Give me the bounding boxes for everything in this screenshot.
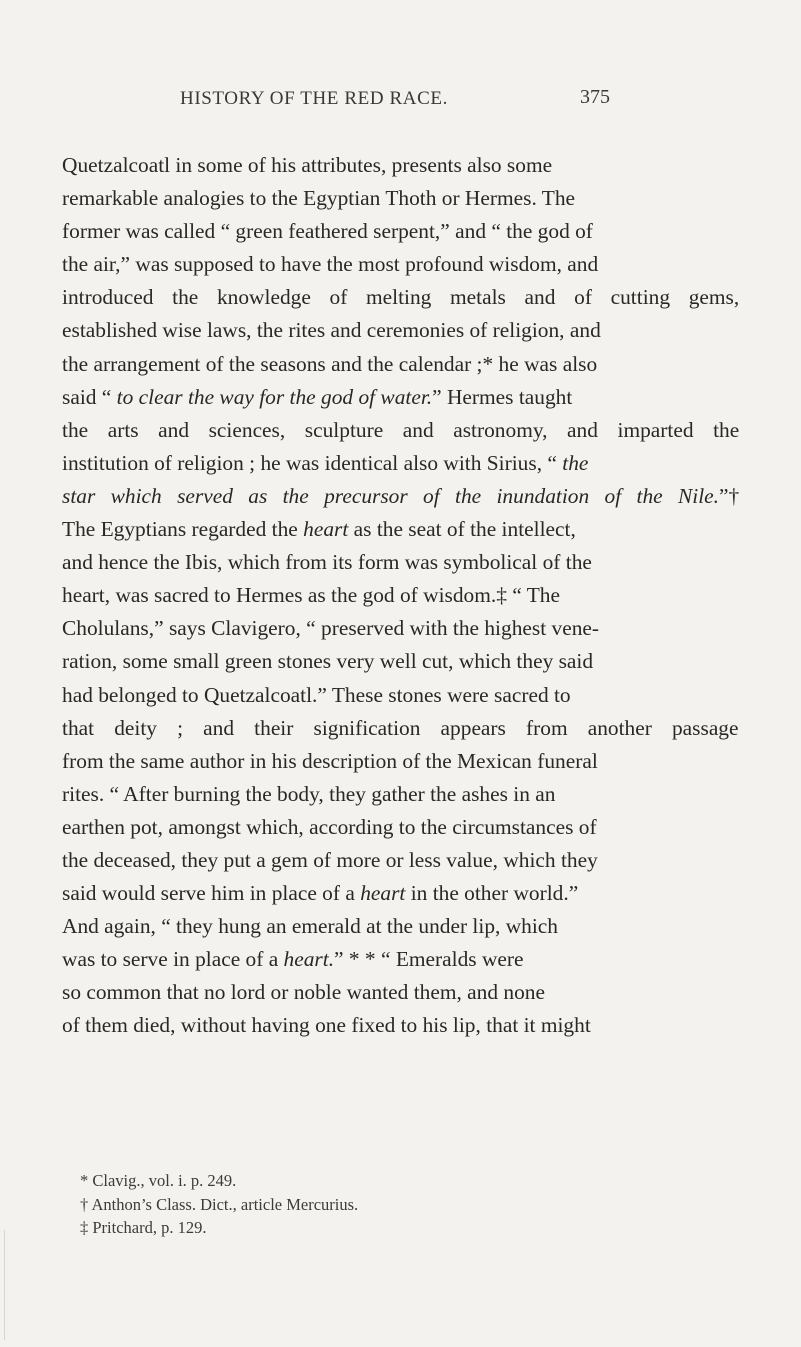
text-run: the arts and sciences, sculpture and astronomy, and imparted the xyxy=(62,417,740,442)
page-number: 375 xyxy=(580,86,610,108)
text-run: The Egyptians regarded the xyxy=(62,517,304,542)
footnote: † Anthon’s Class. Dict., article Mercurius. xyxy=(80,1194,359,1214)
italic-text: heart xyxy=(303,517,349,542)
footnotes xyxy=(80,1169,358,1240)
text-run: and hence the Ibis, which from its form was symbolical of the xyxy=(62,550,592,575)
text-run: that deity ; and their signification appears from another passage xyxy=(62,715,739,740)
text-run: remarkable analogies to the Egyptian Thoth or Hermes. The xyxy=(62,186,576,211)
footnote: * Clavig., vol. i. p. 249. xyxy=(80,1171,237,1190)
text-run: institution of religion ; he was identical also with Sirius, “ xyxy=(62,450,563,475)
text-run: introduced the knowledge of melting metals and of cutting gems, xyxy=(62,285,740,310)
text-run: of them died, without having one fixed to his lip, that it might xyxy=(62,1013,591,1038)
italic-text: the xyxy=(562,450,589,475)
text-run: so common that no lord or noble wanted them, and none xyxy=(62,980,545,1005)
text-run: heart, was sacred to Hermes as the god of wisdom.‡ “ The xyxy=(62,583,560,608)
italic-text: heart. xyxy=(283,947,335,972)
italic-text: star which served as the precursor of the inundation of the Nile. xyxy=(62,483,719,508)
text-run: ration, some small green stones very well cut, which they said xyxy=(62,649,594,674)
text-run: said “ xyxy=(62,384,117,409)
text-run: rites. “ After burning the body, they gather the ashes in an xyxy=(62,781,556,806)
text-run: the air,” was supposed to have the most profound wisdom, and xyxy=(62,252,599,277)
italic-text: to clear the way for the god of water. xyxy=(116,384,433,409)
text-run: the arrangement of the seasons and the calendar ;* he was also xyxy=(62,351,598,376)
text-run: had belonged to Quetzalcoatl.” These stones were sacred to xyxy=(62,682,571,707)
text-run: was to serve in place of a xyxy=(62,947,284,972)
text-run: ”† xyxy=(719,483,740,508)
text-run: Quetzalcoatl in some of his attributes, presents also some xyxy=(62,153,553,177)
text-run: ” * * “ Emeralds were xyxy=(334,947,524,972)
text-run: Cholulans,” says Clavigero, “ preserved with the highest vene- xyxy=(62,616,600,641)
text-run: in the other world.” xyxy=(405,881,579,906)
text-run: said would serve him in place of a xyxy=(62,881,361,906)
text-run: And again, “ they hung an emerald at the under lip, which xyxy=(62,914,558,939)
page-edge-shadow xyxy=(4,1230,5,1340)
text-run: earthen pot, amongst which, according to the circumstances of xyxy=(62,814,597,839)
text-run: from the same author in his description of the Mexican funeral xyxy=(62,748,598,773)
text-run: as the seat of the intellect, xyxy=(348,517,576,542)
text-run: ” Hermes taught xyxy=(432,384,573,409)
italic-text: heart xyxy=(360,881,406,906)
footnote: ‡ Pritchard, p. 129. xyxy=(80,1218,207,1237)
text-run: former was called “ green feathered serpent,” and “ the god of xyxy=(62,219,593,244)
running-title: HISTORY OF THE RED RACE. xyxy=(180,88,448,109)
text-run: established wise laws, the rites and ceremonies of religion, and xyxy=(62,318,601,343)
text-run: the deceased, they put a gem of more or less value, which they xyxy=(62,847,598,872)
